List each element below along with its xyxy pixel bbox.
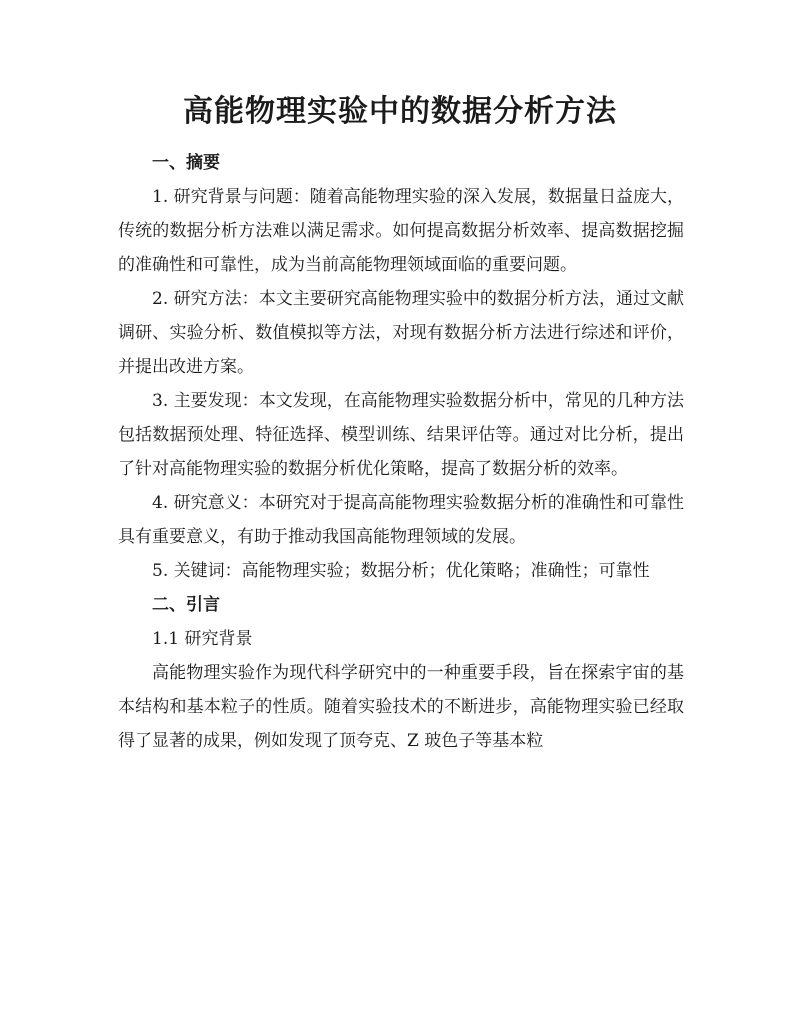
- section-heading-abstract: 一、摘要: [152, 153, 220, 173]
- document-body: [118, 146, 684, 758]
- abstract-item-keywords: 5. 关键词：高能物理实验；数据分析；优化策略；准确性；可靠性: [152, 561, 650, 581]
- section-heading-introduction: 二、引言: [152, 595, 220, 615]
- intro-paragraph: 高能物理实验作为现代科学研究中的一种重要手段，旨在探索宇宙的基本结构和基本粒子的性质。随着实验技术的不断进步，高能物理实验已经取得了显著的成果，例如发现了顶夸克、Z 玻色子等基本粒: [118, 663, 684, 751]
- abstract-item-method: 2. 研究方法：本文主要研究高能物理实验中的数据分析方法，通过文献调研、实验分析、数值模拟等方法，对现有数据分析方法进行综述和评价，并提出改进方案。: [118, 289, 684, 377]
- abstract-item-background: 1. 研究背景与问题：随着高能物理实验的深入发展，数据量日益庞大，传统的数据分析方法难以满足需求。如何提高数据分析效率、提高数据挖掘的准确性和可靠性，成为当前高能物理领域面临的重要问题。: [118, 187, 684, 275]
- subsection-heading-background: 1.1 研究背景: [152, 629, 253, 649]
- abstract-item-significance: 4. 研究意义：本研究对于提高高能物理实验数据分析的准确性和可靠性具有重要意义，有助于推动我国高能物理领域的发展。: [118, 493, 684, 547]
- document-title: 高能物理实验中的数据分析方法: [183, 94, 617, 129]
- abstract-item-findings: 3. 主要发现：本文发现，在高能物理实验数据分析中，常见的几种方法包括数据预处理、特征选择、模型训练、结果评估等。通过对比分析，提出了针对高能物理实验的数据分析优化策略，提高了数据分析的效率。: [118, 391, 684, 479]
